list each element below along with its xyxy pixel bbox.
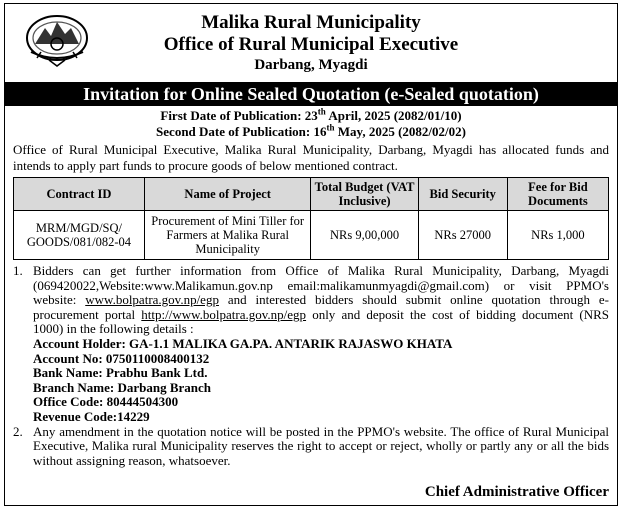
location-line: Darbang, Myagdi	[254, 57, 368, 73]
municipality-emblem-icon	[21, 8, 93, 70]
branch-name: Branch Name: Darbang Branch	[33, 379, 212, 395]
cell-total-budget: NRs 9,00,000	[311, 211, 418, 260]
cell-bid-security: NRs 27000	[418, 211, 507, 260]
item-1-text-b: and interested bidders should submit online quotation through e-procurement portal	[33, 292, 610, 322]
instructions-list	[13, 264, 609, 468]
first-publication-date	[5, 108, 617, 124]
account-number: Account No: 0750110008400132	[33, 350, 210, 366]
header-bid-fee: Fee for Bid Documents	[507, 178, 608, 211]
bank-name: Bank Name: Prabhu Bank Ltd.	[33, 365, 208, 381]
notice-header	[5, 4, 617, 82]
revenue-code: Revenue Code:14229	[33, 408, 150, 424]
bank-details	[33, 337, 609, 425]
first-date-day: 23	[304, 108, 318, 123]
item-1-text-c: only and deposit the cost of bidding document (NRS 1000) in the following details :	[33, 306, 609, 337]
signature-line: Chief Administrative Officer	[424, 484, 609, 500]
header-contract-id: Contract ID	[14, 178, 145, 211]
contract-table-header-row	[14, 178, 609, 211]
office-code: Office Code: 80444504300	[33, 394, 179, 410]
item-number: 2.	[13, 423, 23, 439]
list-item	[13, 264, 609, 425]
bolpatra-link[interactable]: www.bolpatra.gov.np/egp	[85, 292, 219, 308]
item-1-text-a: Bidders can get further information from Office of Malika Rural Municipality, Darbang, Myagdi (069420022,Website:www.Malikamun.gov.np email:malikamunmyagdi@gmail.com) or visit PPMO's website:	[33, 263, 609, 308]
header-project-name: Name of Project	[144, 178, 311, 211]
second-date-rest: May, 2025 (2082/02/02)	[337, 124, 466, 139]
second-date-suffix: th	[326, 122, 335, 133]
first-date-rest: April, 2025 (2082/01/10)	[328, 108, 462, 123]
cell-contract-id: MRM/MGD/SQ/ GOODS/081/082-04	[14, 211, 145, 260]
item-number: 1.	[13, 263, 23, 278]
contract-table	[13, 177, 609, 260]
notice-banner: Invitation for Online Sealed Quotation (e-Sealed quotation)	[5, 82, 617, 106]
second-date-day: 16	[313, 124, 327, 139]
intro-paragraph: Office of Rural Municipal Executive, Malika Rural Municipality, Darbang, Myagdi has allocated funds and intends to apply part funds to procure goods of below mentioned contract.	[13, 142, 609, 173]
second-date-label: Second Date of Publication:	[156, 124, 311, 139]
header-bid-security: Bid Security	[418, 178, 507, 211]
list-item	[13, 425, 609, 469]
notice-page	[4, 3, 618, 506]
account-holder: Account Holder: GA-1.1 MALIKA GA.PA. ANTARIK RAJASWO KHATA	[33, 335, 453, 351]
cell-project-name: Procurement of Mini Tiller for Farmers at Malika Rural Municipality	[144, 211, 311, 260]
municipality-title: Malika Rural Municipality	[201, 12, 421, 33]
office-title: Office of Rural Municipal Executive	[163, 34, 459, 55]
first-date-suffix: th	[317, 106, 326, 117]
header-total-budget: Total Budget (VAT Inclusive)	[311, 178, 418, 211]
first-date-label: First Date of Publication:	[160, 108, 302, 123]
egp-portal-link[interactable]: http://www.bolpatra.gov.np/egp	[141, 306, 307, 322]
cell-bid-fee: NRs 1,000	[507, 211, 608, 260]
table-row	[14, 211, 609, 260]
item-2-text: Any amendment in the quotation notice will be posted in the PPMO's website. The office of Rural Municipal Executive, Malika rural Municipality reserves the right to accept or reject, wholly or partly any or all the bids without assigning reason, whatsoever.	[33, 423, 609, 468]
second-publication-date	[5, 124, 617, 140]
